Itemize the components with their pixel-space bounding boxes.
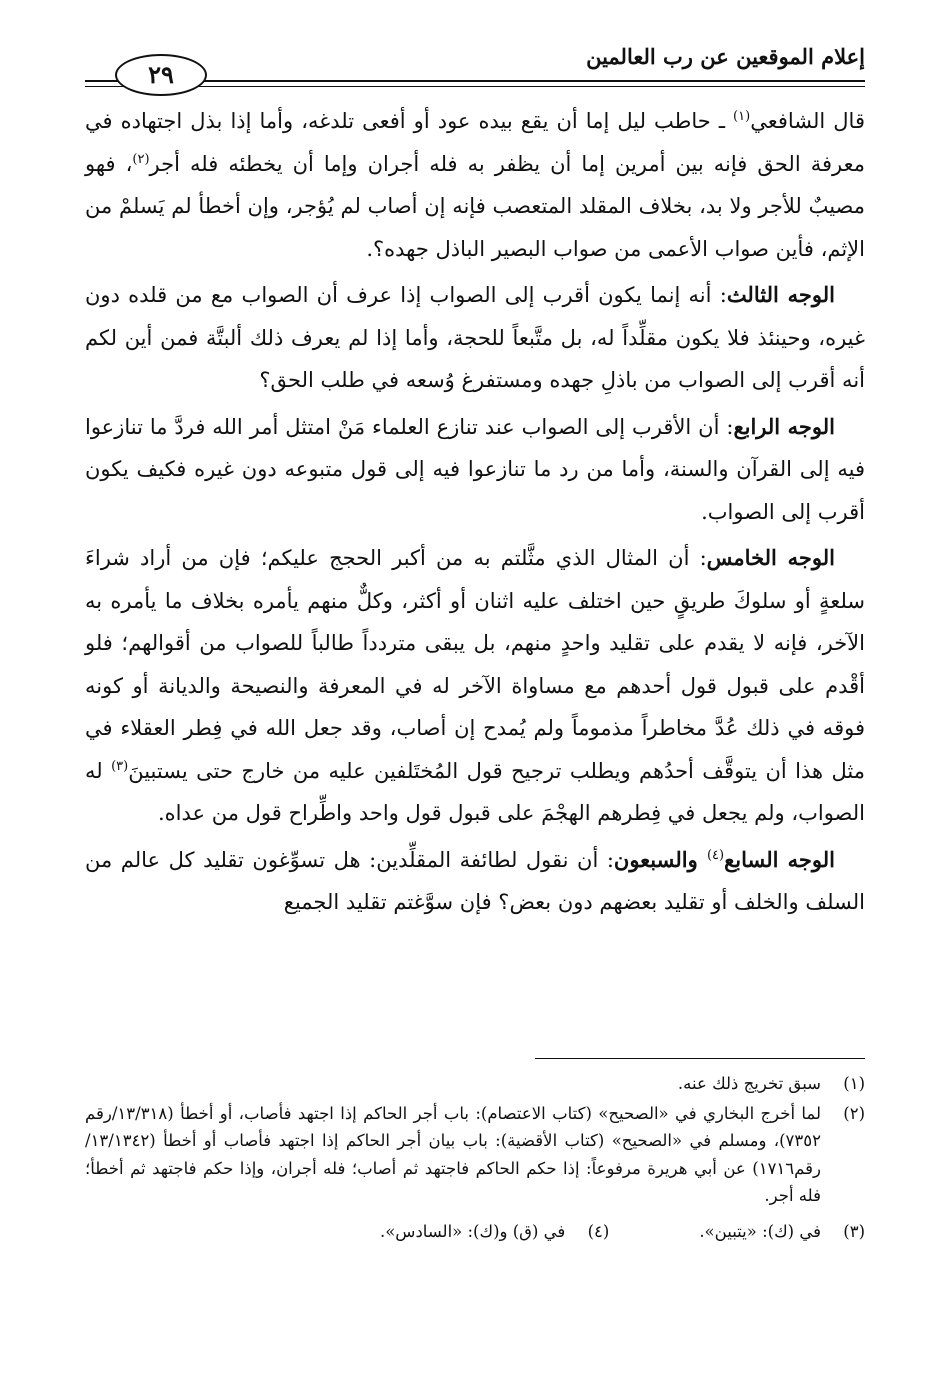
footnote-3 [699, 1218, 865, 1246]
footnote-ref-3: (٣) [111, 758, 129, 774]
paragraph-text: ـ حاطب ليل إما أن يقع بيده عود أو أفعى تلدغه، وأما إذا بذل اجتهاده في معرفة الحق فإنه بين أمرين إما أن يظفر به فله أجران وإما أن يخطئه فله أجر [85, 109, 865, 176]
footnote-text: في (ك): «يتبين». [699, 1221, 821, 1241]
paragraph-text: ، فهو مصيبٌ للأجر ولا بد، بخلاف المقلد المتعصب فإنه إن أصاب لم يُؤجر، وإن أخطأ لم يَسلمْ من الإثم، فأين صواب الأعمى من صواب البصير الباذل جهده؟. [85, 151, 865, 261]
book-title: إعلام الموقعين عن رب العالمين [586, 44, 865, 69]
footnote-number: (٣) [843, 1221, 865, 1241]
paragraph-2 [85, 274, 865, 402]
footnote-1 [85, 1070, 865, 1098]
paragraph-1 [85, 100, 865, 270]
section-lead: الوجه السابع [724, 846, 835, 872]
paragraph-4 [85, 537, 865, 835]
paragraph-text: : أن نقول لطائفة المقلِّدين: هل تسوِّغون تقليد كل عالم من السلف والخلف أو تقليد بعضهم دون بعض؟ فإن سوَّغتم تقليد الجميع [85, 847, 865, 914]
header-rule-thin [85, 86, 865, 87]
footnote-number: (١) [843, 1074, 865, 1093]
footnote-row [85, 1218, 865, 1246]
footnote-2 [85, 1100, 865, 1210]
paragraph-text: : أن الأقرب إلى الصواب عند تنازع العلماء مَنْ امتثل أمر الله فردَّ ما تنازعوا فيه إلى القرآن والسنة، وأما من رد ما تنازعوا فيه إلى قول متبوعه دون غيره فكيف يكون أقرب إلى الصواب. [85, 414, 865, 524]
section-lead: الوجه الرابع [733, 413, 835, 439]
footnote-text: في (ق) و(ك): «السادس». [379, 1221, 566, 1241]
paragraph-text: له الصواب، ولم يجعل في فِطرهم الهجْمَ على قبول قول واحد واطِّراح قول من عداه. [85, 758, 865, 825]
paragraph-text: : أن المثال الذي مثَّلتم به من أكبر الحجج عليكم؛ فإن من أراد شراءَ سلعةٍ أو سلوكَ طريقٍ حين اختلف عليه اثنان أو أكثر، وكلٌّ منهم يأمره بخلاف ما يأمره به الآخر، فإنه لا يقدم على تقليد واحدٍ منهم، بل يبقى متردداً طالباً للصواب من أقوالهم؛ فلو أقْدم على قبول قول أحدهم مع مساواة الآخر له في المعرفة والنصيحة والديانة أو كونه فوقه في ذلك عُدَّ مخاطراً مذموماً ولم يُمدح إن أصاب، وقد جعل الله في فِطر العقلاء في مثل هذا أن يتوقَّف أحدُهم ويطلب ترجيح قول المُختَلفين عليه من خارج حتى يستبينَ [85, 546, 865, 783]
paragraph-3 [85, 406, 865, 534]
running-header [85, 40, 865, 100]
footnote-4 [380, 1218, 609, 1246]
section-lead: الوجه الثالث [726, 282, 835, 307]
footnote-ref-4: (٤) [706, 847, 725, 863]
footnote-separator [535, 1058, 865, 1059]
paragraph-text: قال الشافعي [750, 109, 865, 133]
footnotes [85, 1070, 865, 1245]
footnote-ref-1: (١) [733, 109, 751, 124]
section-lead: والسبعون [613, 846, 707, 872]
main-text [85, 100, 865, 928]
paragraph-5 [85, 839, 865, 924]
footnote-text: سبق تخريج ذلك عنه. [677, 1074, 821, 1093]
footnote-number: (٢) [843, 1103, 865, 1123]
footnote-number: (٤) [587, 1221, 610, 1241]
section-lead: الوجه الخامس [706, 545, 835, 570]
paragraph-text: : أنه إنما يكون أقرب إلى الصواب إذا عرف أن الصواب مع من قلده دون غيره، وحينئذ فلا يكون مقلِّداً له، بل متَّبعاً للحجة، وأما إذا لم يعرف ذلك ألبتَّة فمن أين لكم أنه أقرب إلى الصواب من باذلِ جهده ومستفرغ وُسعه في طلب الحق؟ [85, 283, 865, 392]
footnote-text: لما أخرج البخاري في «الصحيح» (كتاب الاعتصام): باب أجر الحاكم إذا اجتهد فأصاب، أو أخطأ (١٣/٣١٨/رقم ٧٣٥٢)، ومسلم في «الصحيح» (كتاب الأقضية): باب بيان أجر الحاكم إذا اجتهد فأصاب أو أخطأ (١٣/١٣٤٢/ رقم١٧١٦) عن أبي هريرة مرفوعاً: إذا حكم الحاكم فاجتهد ثم أصاب؛ فله أجران، وإذا حكم فاجتهد ثم أخطأ؛ فله أجر. [85, 1103, 821, 1205]
page-number: ٢٩ [115, 54, 207, 96]
footnote-ref-2: (٢) [132, 151, 150, 167]
